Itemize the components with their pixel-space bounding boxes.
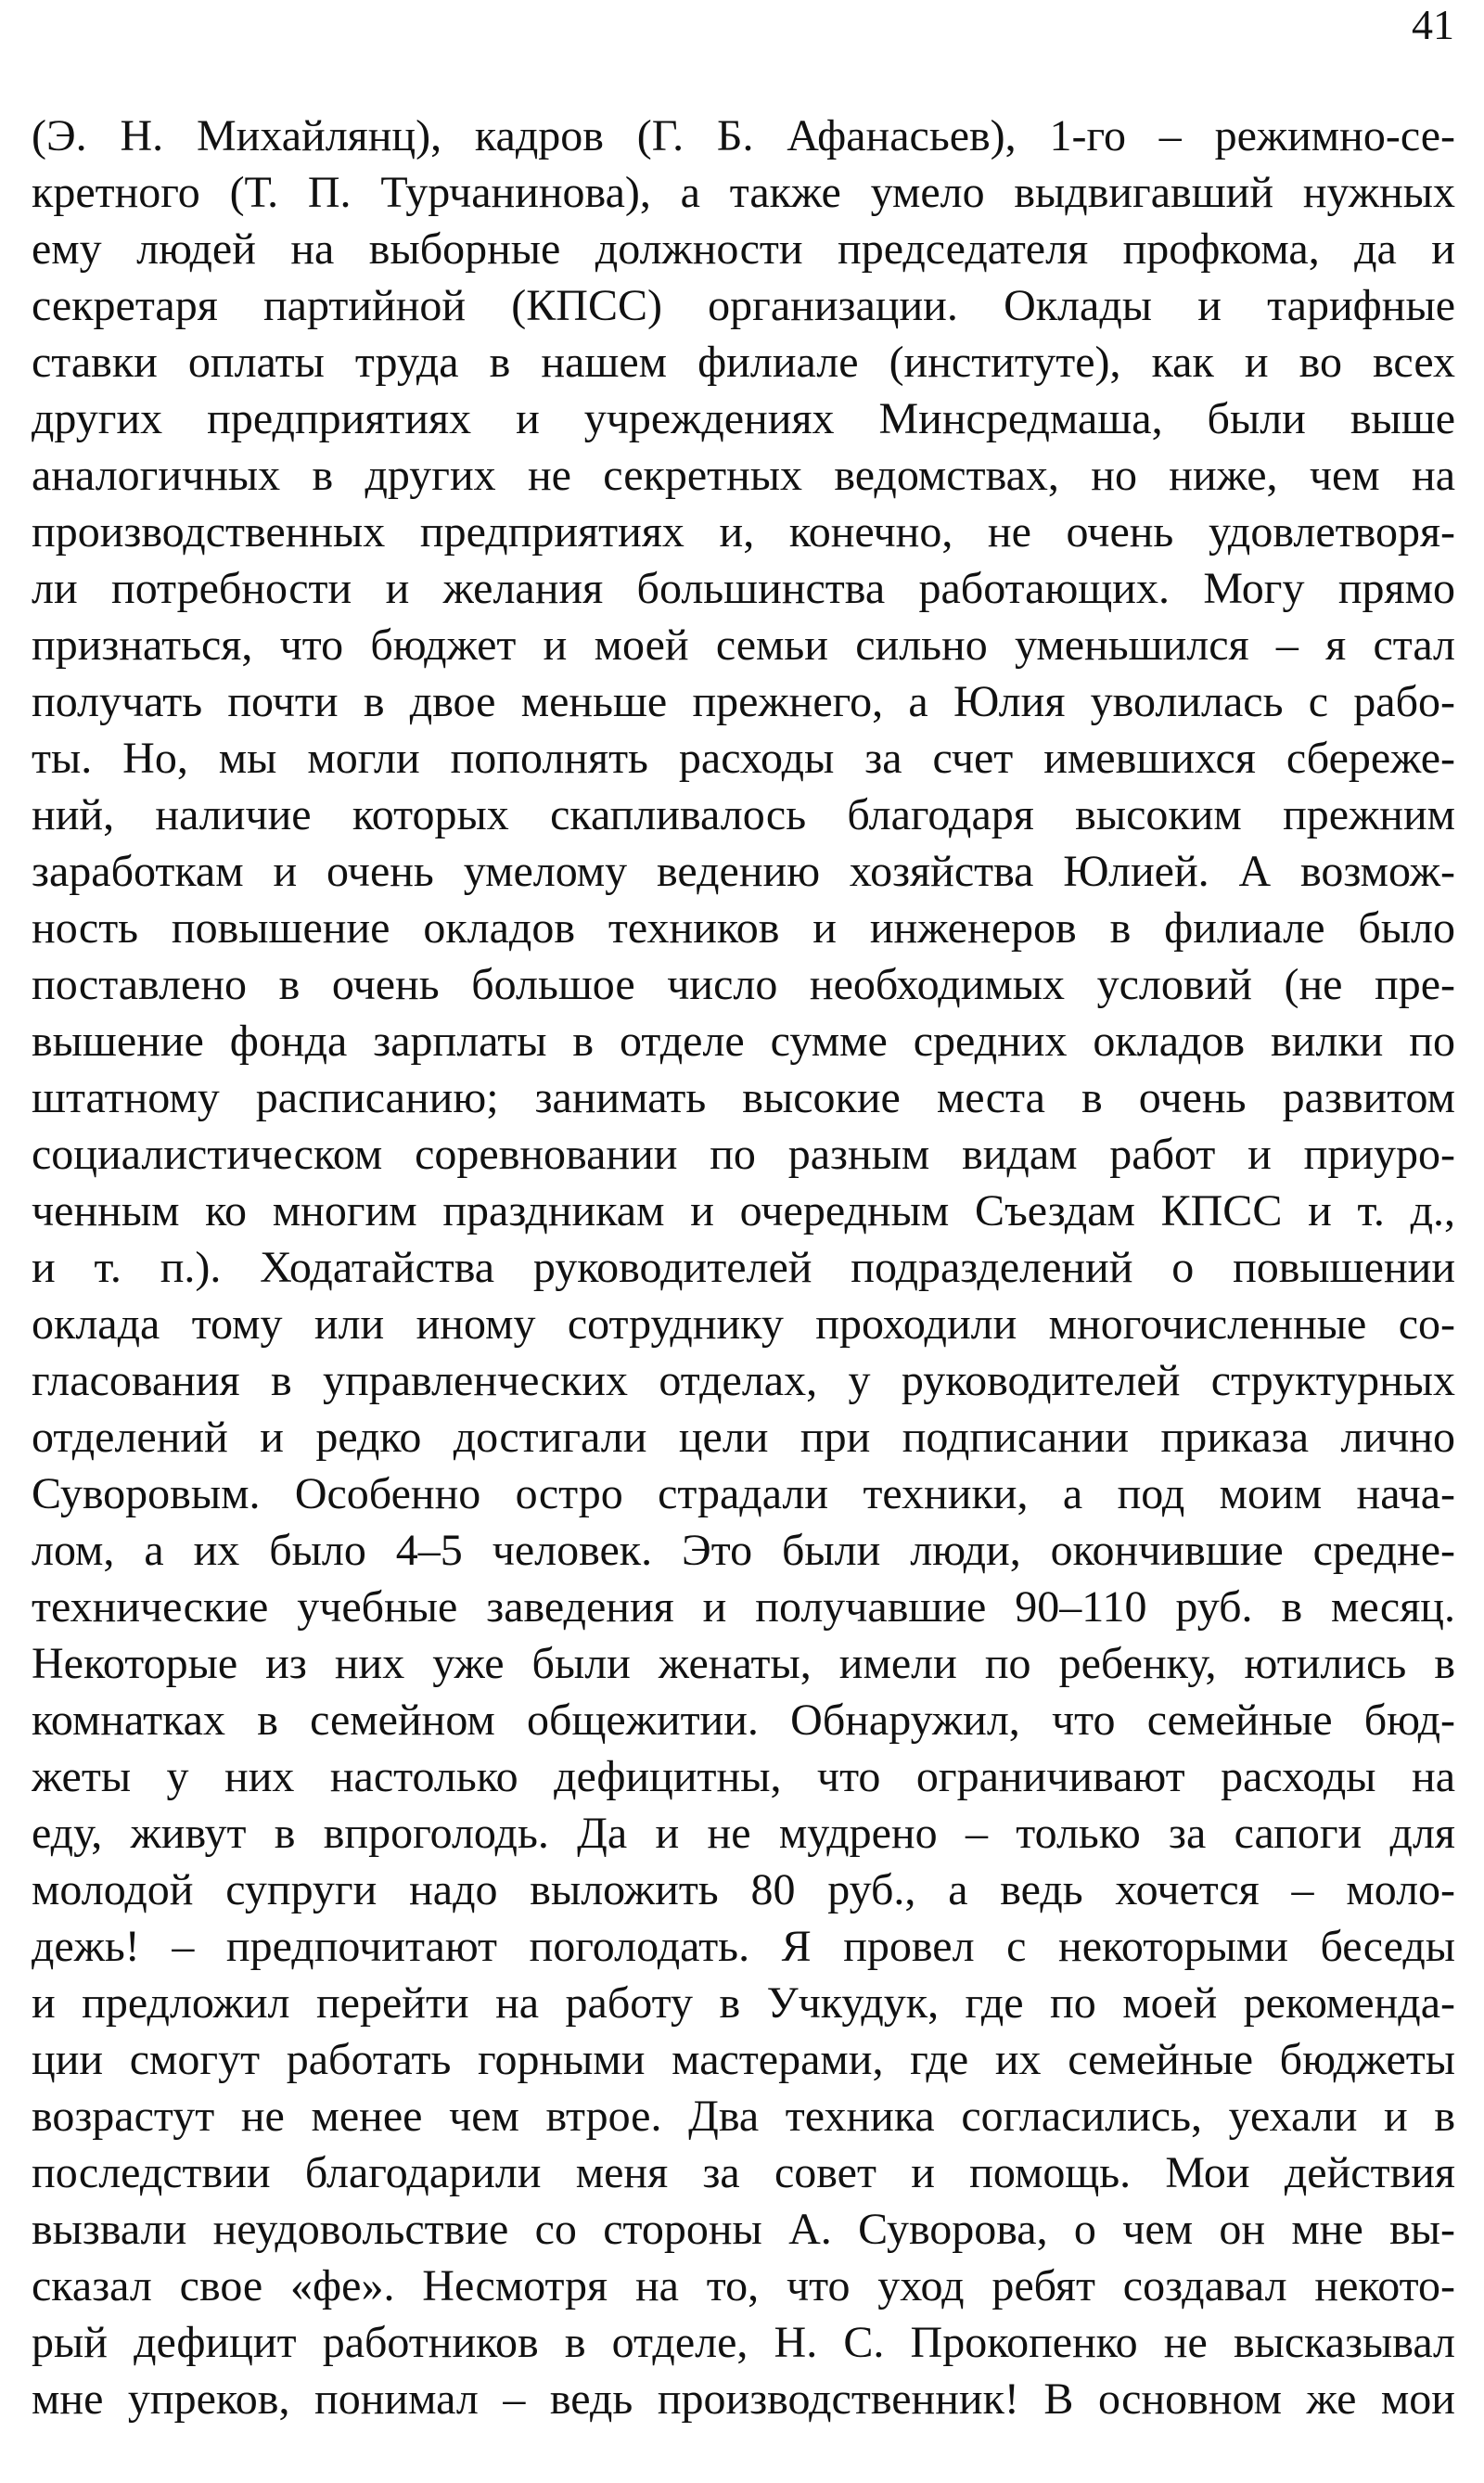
text-line: и т. п.). Ходатайства руководителей подразделений о повышении [32, 1243, 1455, 1292]
text-line: получать почти в двое меньше прежнего, а Юлия уволилась с рабо- [32, 677, 1455, 726]
text-line: технические учебные заведения и получавшие 90–110 руб. в месяц. [32, 1582, 1455, 1632]
text-line: Некоторые из них уже были женаты, имели по ребенку, ютились в [32, 1639, 1455, 1688]
text-line: других предприятиях и учреждениях Минсредмаша, были выше [32, 394, 1455, 443]
text-line: заработкам и очень умелому ведению хозяйства Юлией. А возмож- [32, 847, 1455, 896]
body-text [32, 108, 1455, 2427]
text-line: производственных предприятиях и, конечно, не очень удовлетворя- [32, 507, 1455, 557]
text-line: мне упреков, понимал – ведь производственник! В основном же мои [32, 2374, 1455, 2424]
text-line: вышение фонда зарплаты в отделе сумме средних окладов вилки по [32, 1017, 1455, 1066]
text-line: ты. Но, мы могли пополнять расходы за счет имевшихся сбереже- [32, 734, 1455, 783]
text-line: признаться, что бюджет и моей семьи сильно уменьшился – я стал [32, 621, 1455, 670]
text-line: секретаря партийной (КПСС) организации. Оклады и тарифные [32, 281, 1455, 330]
text-line: и предложил перейти на работу в Учкудук, где по моей рекоменда- [32, 1978, 1455, 2028]
text-line: комнатках в семейном общежитии. Обнаружил, что семейные бюд- [32, 1696, 1455, 1745]
text-line: штатному расписанию; занимать высокие места в очень развитом [32, 1073, 1455, 1122]
text-line: лом, а их было 4–5 человек. Это были люди, окончившие средне- [32, 1526, 1455, 1575]
text-line: кретного (Т. П. Турчанинова), а также умело выдвигавший нужных [32, 168, 1455, 217]
text-line: дежь! – предпочитают поголодать. Я провел с некоторыми беседы [32, 1922, 1455, 1971]
text-line: еду, живут в впроголодь. Да и не мудрено – только за сапоги для [32, 1809, 1455, 1858]
text-line: оклада тому или иному сотруднику проходили многочисленные со- [32, 1299, 1455, 1349]
text-line: жеты у них настолько дефицитны, что ограничивают расходы на [32, 1752, 1455, 1801]
text-line: гласования в управленческих отделах, у руководителей структурных [32, 1356, 1455, 1405]
text-line: возрастут не менее чем втрое. Два техника согласились, уехали и в [32, 2092, 1455, 2141]
text-line: ции смогут работать горными мастерами, где их семейные бюджеты [32, 2035, 1455, 2084]
text-line: ставки оплаты труда в нашем филиале (институте), как и во всех [32, 338, 1455, 387]
text-line: ему людей на выборные должности председателя профкома, да и [32, 224, 1455, 274]
text-line: Суворовым. Особенно остро страдали техники, а под моим нача- [32, 1469, 1455, 1518]
text-line: рый дефицит работников в отделе, Н. С. Прокопенко не высказывал [32, 2318, 1455, 2367]
page-number: 41 [1412, 1, 1454, 48]
text-line: ность повышение окладов техников и инженеров в филиале было [32, 903, 1455, 953]
text-line: ний, наличие которых скапливалось благодаря высоким прежним [32, 790, 1455, 839]
text-line: ли потребности и желания большинства работающих. Могу прямо [32, 564, 1455, 613]
text-line: (Э. Н. Михайлянц), кадров (Г. Б. Афанасьев), 1-го – режимно-се- [32, 111, 1455, 160]
text-line: сказал свое «фе». Несмотря на то, что уход ребят создавал некото- [32, 2261, 1455, 2310]
text-line: последствии благодарили меня за совет и помощь. Мои действия [32, 2148, 1455, 2197]
text-line: вызвали неудовольствие со стороны А. Суворова, о чем он мне вы- [32, 2205, 1455, 2254]
text-line: отделений и редко достигали цели при подписании приказа лично [32, 1413, 1455, 1462]
text-line: социалистическом соревновании по разным видам работ и приуро- [32, 1130, 1455, 1179]
text-line: поставлено в очень большое число необходимых условий (не пре- [32, 960, 1455, 1009]
text-line: аналогичных в других не секретных ведомствах, но ниже, чем на [32, 451, 1455, 500]
text-line: молодой супруги надо выложить 80 руб., а ведь хочется – моло- [32, 1865, 1455, 1914]
text-line: ченным ко многим праздникам и очередным Съездам КПСС и т. д., [32, 1186, 1455, 1235]
